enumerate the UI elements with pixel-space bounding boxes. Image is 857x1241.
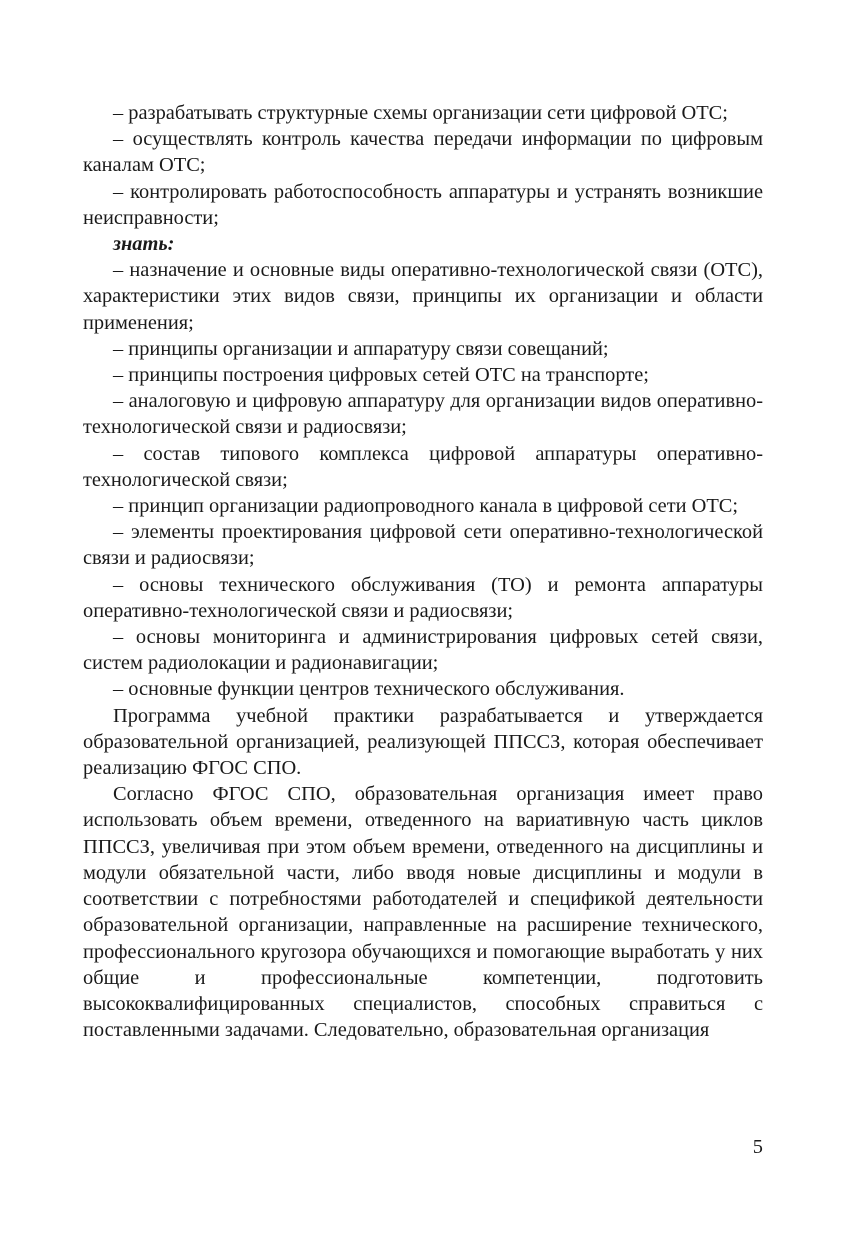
body-paragraph: Программа учебной практики разрабатывается и утверждается образовательной организацией, реализующей ППССЗ, которая обеспечивает реализацию ФГОС СПО. [83, 704, 763, 780]
list-item: – основы технического обслуживания (ТО) и ремонта аппаратуры оперативно-технологической связи и радиосвязи; [83, 573, 763, 622]
list-item: – элементы проектирования цифровой сети оперативно-технологической связи и радиосвязи; [83, 521, 763, 570]
list-item: – принципы построения цифровых сетей ОТС на транспорте; [113, 364, 649, 387]
list-item: – разрабатывать структурные схемы организации сети цифровой ОТС; [113, 102, 728, 124]
list-item: – контролировать работоспособность аппаратуры и устранять возникшие неисправности; [83, 180, 763, 229]
list-item: – принципы организации и аппаратуру связи совещаний; [113, 337, 609, 360]
list-item: – осуществлять контроль качества передачи информации по цифровым каналам ОТС; [83, 128, 763, 177]
body-paragraph: Согласно ФГОС СПО, образовательная организация имеет право использовать объем времени, отведенного на вариативную часть циклов ППССЗ, увеличивая при этом объем времени, отведенного на дисциплины и модули обязательной части, либо вводя новые дисциплины и модули в соответствии с потребностями работодателей и спецификой деятельности образовательной организации, направленные на расширение технического, профессионального кругозора обучающихся и помогающие выработать у них общие и профессиональные компетенции, подготовить высококвалифицированных специалистов, способных справиться с поставленными задачами. Следовательно, образовательная организация [83, 783, 763, 1042]
list-item: – назначение и основные виды оперативно-технологической связи (ОТС), характеристики этих видов связи, принципы их организации и области применения; [83, 259, 763, 334]
list-item: – аналоговую и цифровую аппаратуру для организации видов оперативно-технологической связи и радиосвязи; [83, 390, 763, 439]
list-item: – принцип организации радиопроводного канала в цифровой сети ОТС; [113, 495, 739, 518]
list-item: – состав типового комплекса цифровой аппаратуры оперативно-технологической связи; [83, 442, 763, 491]
list-item: – основные функции центров технического обслуживания. [113, 678, 625, 701]
section-heading: знать: [113, 233, 175, 256]
page-number: 5 [752, 1136, 763, 1158]
page-body [83, 100, 763, 1043]
list-item: – основы мониторинга и администрирования цифровых сетей связи, систем радиолокации и радионавигации; [83, 626, 763, 675]
